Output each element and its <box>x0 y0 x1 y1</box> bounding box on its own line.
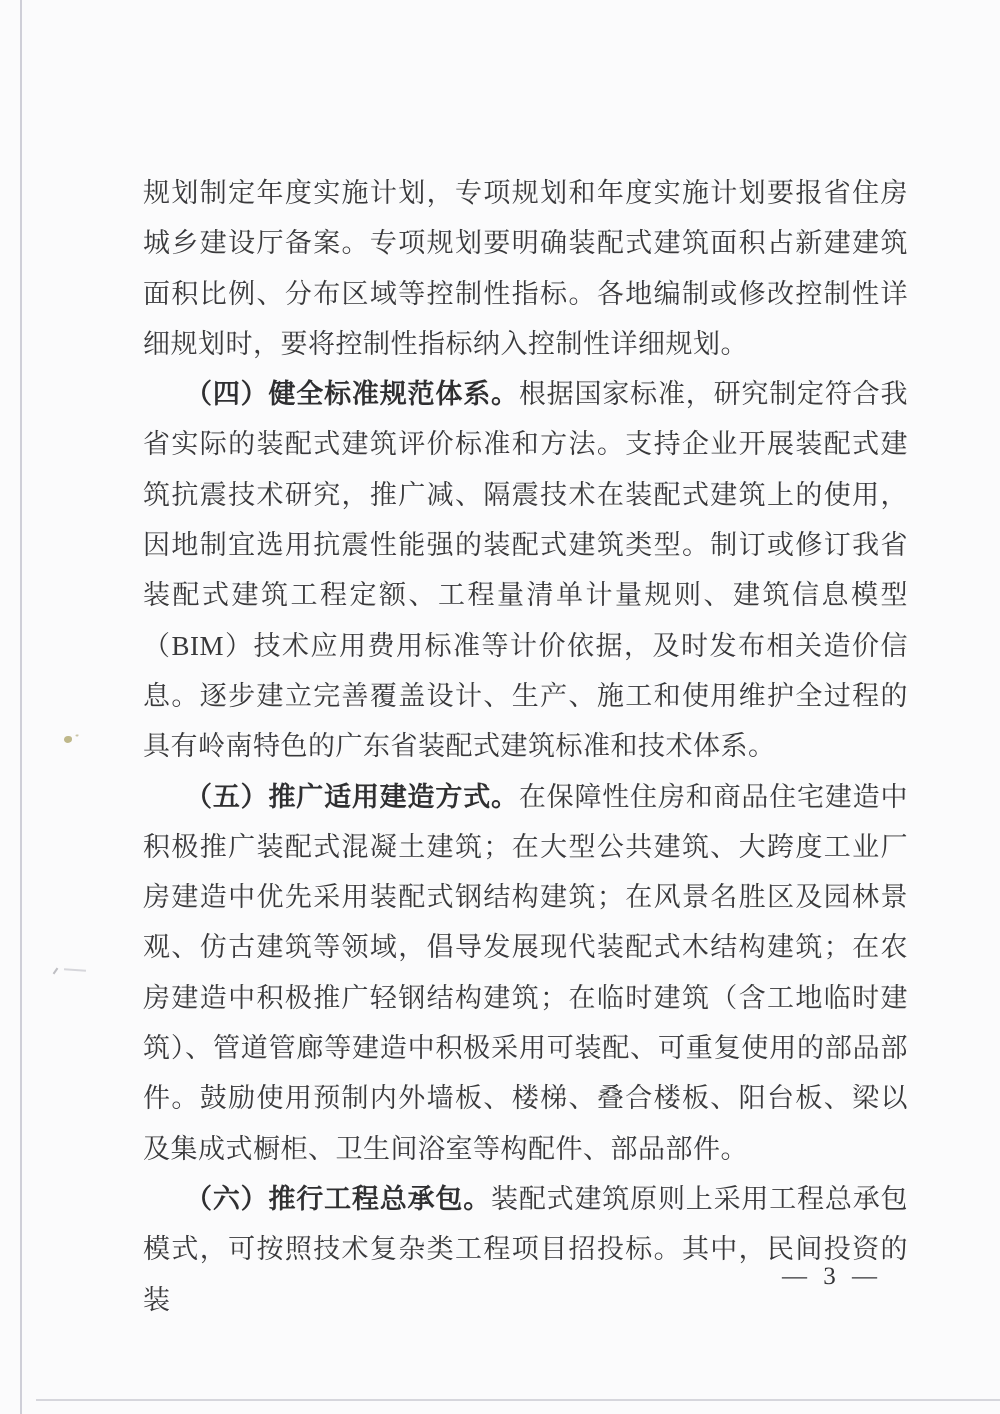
scan-speck <box>64 736 72 743</box>
body-paragraph <box>143 168 908 369</box>
paragraph-text: 在保障性住房和商品住宅建造中积极推广装配式混凝土建筑；在大型公共建筑、大跨度工业厂房建造中优先采用装配式钢结构建筑；在风景名胜区及园林景观、仿古建筑等领域，倡导发展现代装配式木结构建筑；在农房建造中积极推广轻钢结构建筑；在临时建筑（含工地临时建筑）、管道管廊等建造中积极采用可装配、可重复使用的部品部件。鼓励使用预制内外墙板、楼梯、叠合楼板、阳台板、梁以及集成式橱柜、卫生间浴室等构配件、部品部件。 <box>143 781 909 1164</box>
body-paragraph <box>143 369 908 771</box>
paragraph-text: 装配式建筑原则上采用工程总承包模式，可按照技术复杂类工程项目招投标。其中，民间投资的装 <box>143 1183 909 1315</box>
paragraph-heading: （五）推广适用建造方式。 <box>185 781 519 812</box>
paragraph-text: 规划制定年度实施计划，专项规划和年度实施计划要报省住房城乡建设厅备案。专项规划要明确装配式建筑面积占新建建筑面积比例、分布区域等控制性指标。各地编制或修改控制性详细规划时，要将控制性指标纳入控制性详细规划。 <box>143 178 908 359</box>
paragraph-heading: （六）推行工程总承包。 <box>185 1183 492 1214</box>
body-paragraph <box>143 1174 908 1325</box>
scan-edge-line-bottom <box>36 1399 1000 1401</box>
body-paragraph <box>143 772 908 1174</box>
scan-pencil-mark <box>52 966 86 976</box>
page-number: — 3 — <box>782 1263 882 1290</box>
paragraph-heading: （四）健全标准规范体系。 <box>185 379 519 410</box>
document-body <box>143 168 908 1325</box>
scan-edge-line-left <box>20 0 22 1414</box>
paragraph-text: 根据国家标准，研究制定符合我省实际的装配式建筑评价标准和方法。支持企业开展装配式建筑抗震技术研究，推广减、隔震技术在装配式建筑上的使用，因地制宜选用抗震性能强的装配式建筑类型。制订或修订我省装配式建筑工程定额、工程量清单计量规则、建筑信息模型（BIM）技术应用费用标准等计价依据，及时发布相关造价信息。逐步建立完善覆盖设计、生产、施工和使用维护全过程的具有岭南特色的广东省装配式建筑标准和技术体系。 <box>143 379 909 762</box>
